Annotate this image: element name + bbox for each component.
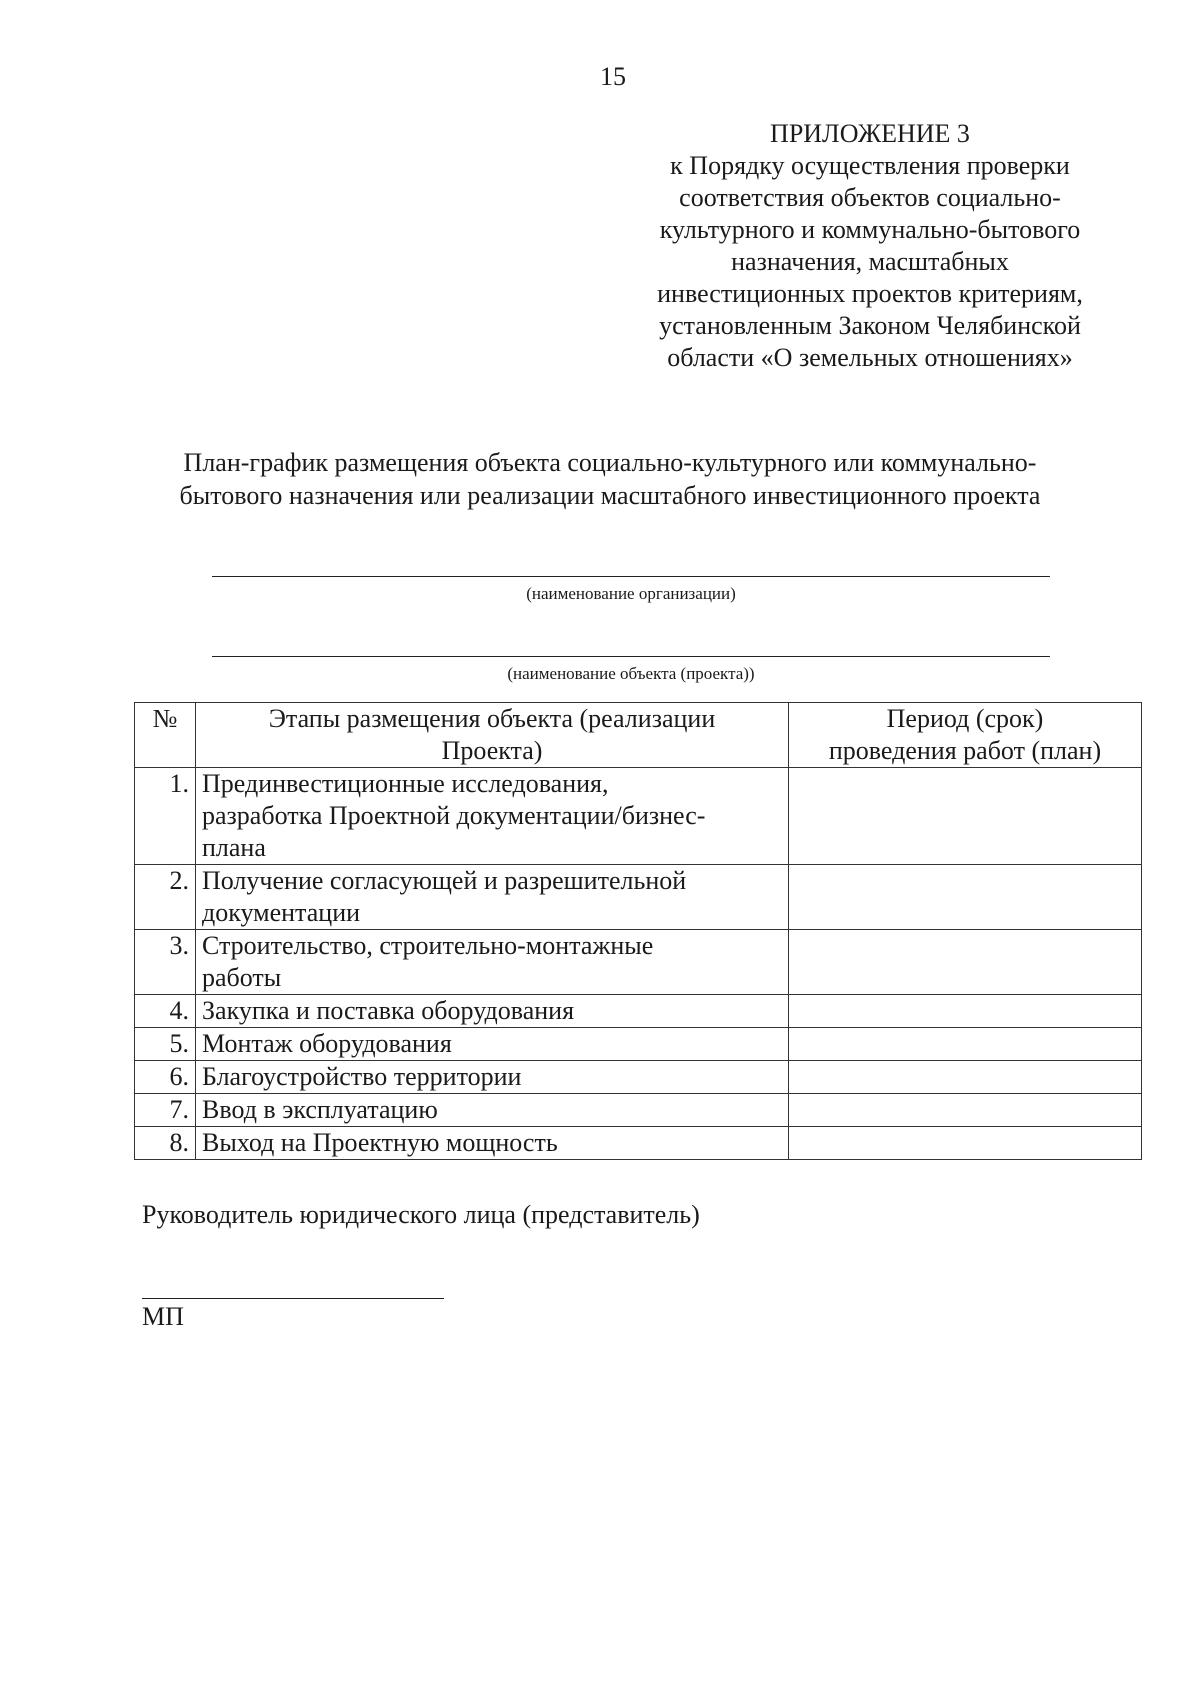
table-row	[135, 930, 1142, 995]
object-name-field[interactable]	[212, 656, 1050, 657]
signature-label: Руководитель юридического лица (представитель)	[142, 1200, 700, 1229]
header-period-line: проведения работ (план)	[828, 736, 1102, 765]
row-number: 4.	[135, 995, 196, 1028]
row-stage: Ввод в эксплуатацию	[196, 1094, 789, 1127]
header-number: №	[135, 703, 196, 768]
row-number: 3.	[135, 930, 196, 995]
plan-schedule-table	[134, 702, 1142, 1160]
appendix-line: области «О земельных отношениях»	[667, 343, 1073, 372]
object-name-caption: (наименование объекта (проекта))	[507, 664, 755, 683]
row-period-cell[interactable]	[789, 930, 1142, 995]
row-period-cell[interactable]	[789, 1127, 1142, 1160]
header-stage-line: Этапы размещения объекта (реализации	[268, 704, 716, 733]
appendix-line: к Порядку осуществления проверки	[670, 151, 1070, 180]
row-stage-line: Получение согласующей и разрешительной	[202, 866, 687, 895]
row-number: 1.	[135, 768, 196, 865]
appendix-line: инвестиционных проектов критериям,	[657, 279, 1083, 308]
row-number: 6.	[135, 1061, 196, 1094]
document-title-line: План-график размещения объекта социально-культурного или коммунально-	[183, 448, 1037, 477]
row-stage-line: Прединвестиционные исследования,	[202, 769, 609, 798]
row-period-cell[interactable]	[789, 768, 1142, 865]
row-stage-line: разработка Проектной документации/бизнес-	[202, 801, 706, 830]
signature-field[interactable]	[142, 1298, 444, 1299]
row-stage: Монтаж оборудования	[196, 1028, 789, 1061]
row-stage-line: Строительство, строительно-монтажные	[202, 931, 654, 960]
stamp-label: МП	[142, 1302, 184, 1331]
row-stage: Закупка и поставка оборудования	[196, 995, 789, 1028]
row-period-cell[interactable]	[789, 865, 1142, 930]
appendix-line: культурного и коммунально-бытового	[659, 215, 1081, 244]
appendix-line: установленным Законом Челябинской	[659, 311, 1081, 340]
table-row	[135, 1127, 1142, 1160]
row-stage-line: плана	[202, 833, 266, 862]
appendix-line: соответствия объектов социально-	[679, 183, 1061, 212]
row-stage-line: работы	[202, 963, 282, 992]
header-period-line: Период (срок)	[886, 704, 1044, 733]
row-stage	[196, 930, 789, 995]
row-stage: Благоустройство территории	[196, 1061, 789, 1094]
table-row	[135, 1094, 1142, 1127]
row-period-cell[interactable]	[789, 1094, 1142, 1127]
table-row	[135, 995, 1142, 1028]
table-header-row	[135, 703, 1142, 768]
appendix-block	[620, 118, 1120, 374]
row-stage-line: документации	[202, 898, 361, 927]
row-number: 7.	[135, 1094, 196, 1127]
row-stage	[196, 768, 789, 865]
organization-name-caption: (наименование организации)	[526, 584, 736, 603]
document-title	[130, 446, 1090, 512]
row-number: 5.	[135, 1028, 196, 1061]
table-row	[135, 1028, 1142, 1061]
document-title-line: бытового назначения или реализации масштабного инвестиционного проекта	[179, 481, 1041, 510]
row-period-cell[interactable]	[789, 995, 1142, 1028]
table-row	[135, 865, 1142, 930]
page-number: 15	[600, 62, 626, 91]
row-number: 2.	[135, 865, 196, 930]
table-row	[135, 768, 1142, 865]
row-period-cell[interactable]	[789, 1028, 1142, 1061]
appendix-line: назначения, масштабных	[731, 247, 1009, 276]
appendix-heading: ПРИЛОЖЕНИЕ 3	[770, 119, 970, 148]
row-stage: Выход на Проектную мощность	[196, 1127, 789, 1160]
row-period-cell[interactable]	[789, 1061, 1142, 1094]
row-number: 8.	[135, 1127, 196, 1160]
table-row	[135, 1061, 1142, 1094]
row-stage	[196, 865, 789, 930]
header-period	[789, 703, 1142, 768]
header-stage-line: Проекта)	[441, 736, 543, 765]
organization-name-field[interactable]	[212, 576, 1050, 577]
header-stage	[196, 703, 789, 768]
